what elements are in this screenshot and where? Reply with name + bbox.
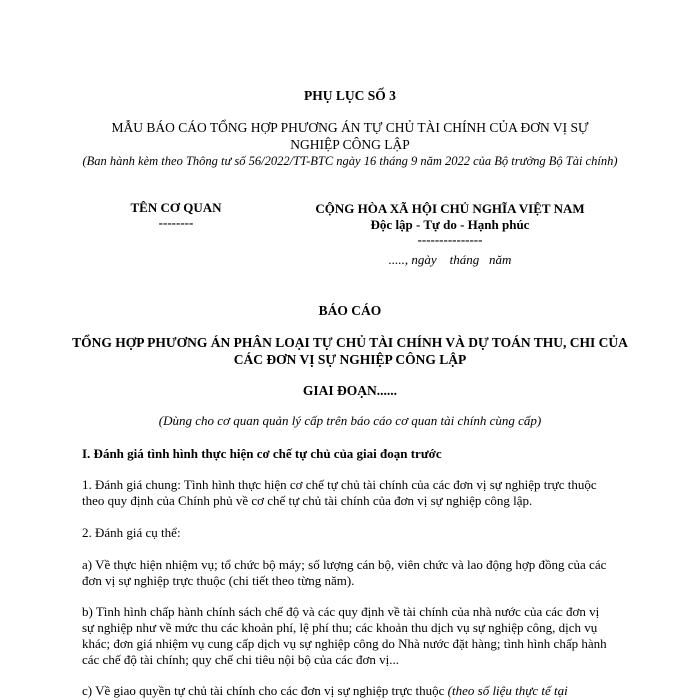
national-motto: Độc lập - Tự do - Hạnh phúc bbox=[370, 217, 530, 232]
report-title: BÁO CÁO bbox=[318, 303, 382, 318]
date-line: ....., ngày tháng năm bbox=[388, 252, 512, 267]
issued-note: (Ban hành kèm theo Thông tư số 56/2022/TT-BTC ngày 16 tháng 9 năm 2022 của Bộ trưởng Bộ Tài chính) bbox=[82, 154, 618, 168]
appendix-title: PHỤ LỤC SỐ 3 bbox=[304, 88, 396, 103]
paragraph-item-c-note: (theo số liệu thực tế tại bbox=[447, 683, 568, 698]
report-subtitle: TỔNG HỢP PHƯƠNG ÁN PHÂN LOẠI TỰ CHỦ TÀI CHÍNH VÀ DỰ TOÁN THU, CHI CỦA CÁC ĐƠN VỊ SỰ NGHIỆP CÔNG LẬP bbox=[72, 335, 628, 367]
report-period: GIAI ĐOẠN...... bbox=[302, 383, 398, 398]
motto-dash: --------------- bbox=[417, 232, 483, 247]
nation-header bbox=[290, 200, 610, 268]
section-heading: I. Đánh giá tình hình thực hiện cơ chế tự chủ của giai đoạn trước bbox=[82, 446, 442, 461]
paragraph-item-b: b) Tình hình chấp hành chính sách chế độ và các quy định về tài chính của nhà nước của các đơn vị sự nghiệp như về mức thu các khoản phí, lệ phí thu; các khoản thu dịch vụ sự nghiệp công, dịch vụ khác; đơn giá nhiệm vụ cung cấp dịch vụ sự nghiệp công do Nhà nước đặt hàng; tình hình chấp hành các chế độ tài chính; quy chế chi tiêu nội bộ của các đơn vị... bbox=[82, 604, 607, 667]
paragraph-item-a: a) Về thực hiện nhiệm vụ; tổ chức bộ máy; số lượng cán bộ, viên chức và lao động hợp đồng của các đơn vị sự nghiệp trực thuộc (chi tiết theo từng năm). bbox=[82, 557, 607, 588]
nation-name: CỘNG HÒA XÃ HỘI CHỦ NGHĨA VIỆT NAM bbox=[315, 201, 585, 216]
paragraph-specific-assessment: 2. Đánh giá cụ thể: bbox=[82, 525, 181, 540]
agency-header bbox=[100, 200, 252, 230]
paragraph-item-c bbox=[82, 683, 614, 699]
paragraph-general-assessment: 1. Đánh giá chung: Tình hình thực hiện cơ chế tự chủ tài chính của các đơn vị sự nghiệp trực thuộc theo quy định của Chính phủ về cơ chế tự chủ tài chính của đơn vị sự nghiệp công lập. bbox=[82, 477, 597, 508]
agency-dash: -------- bbox=[158, 215, 194, 230]
form-title: MẪU BÁO CÁO TỔNG HỢP PHƯƠNG ÁN TỰ CHỦ TÀI CHÍNH CỦA ĐƠN VỊ SỰ NGHIỆP CÔNG LẬP bbox=[111, 120, 589, 152]
agency-label: TÊN CƠ QUAN bbox=[130, 200, 222, 215]
paragraph-item-c-text: c) Về giao quyền tự chủ tài chính cho các đơn vị sự nghiệp trực thuộc bbox=[82, 683, 448, 698]
usage-note: (Dùng cho cơ quan quản lý cấp trên báo cáo cơ quan tài chính cùng cấp) bbox=[158, 413, 542, 428]
